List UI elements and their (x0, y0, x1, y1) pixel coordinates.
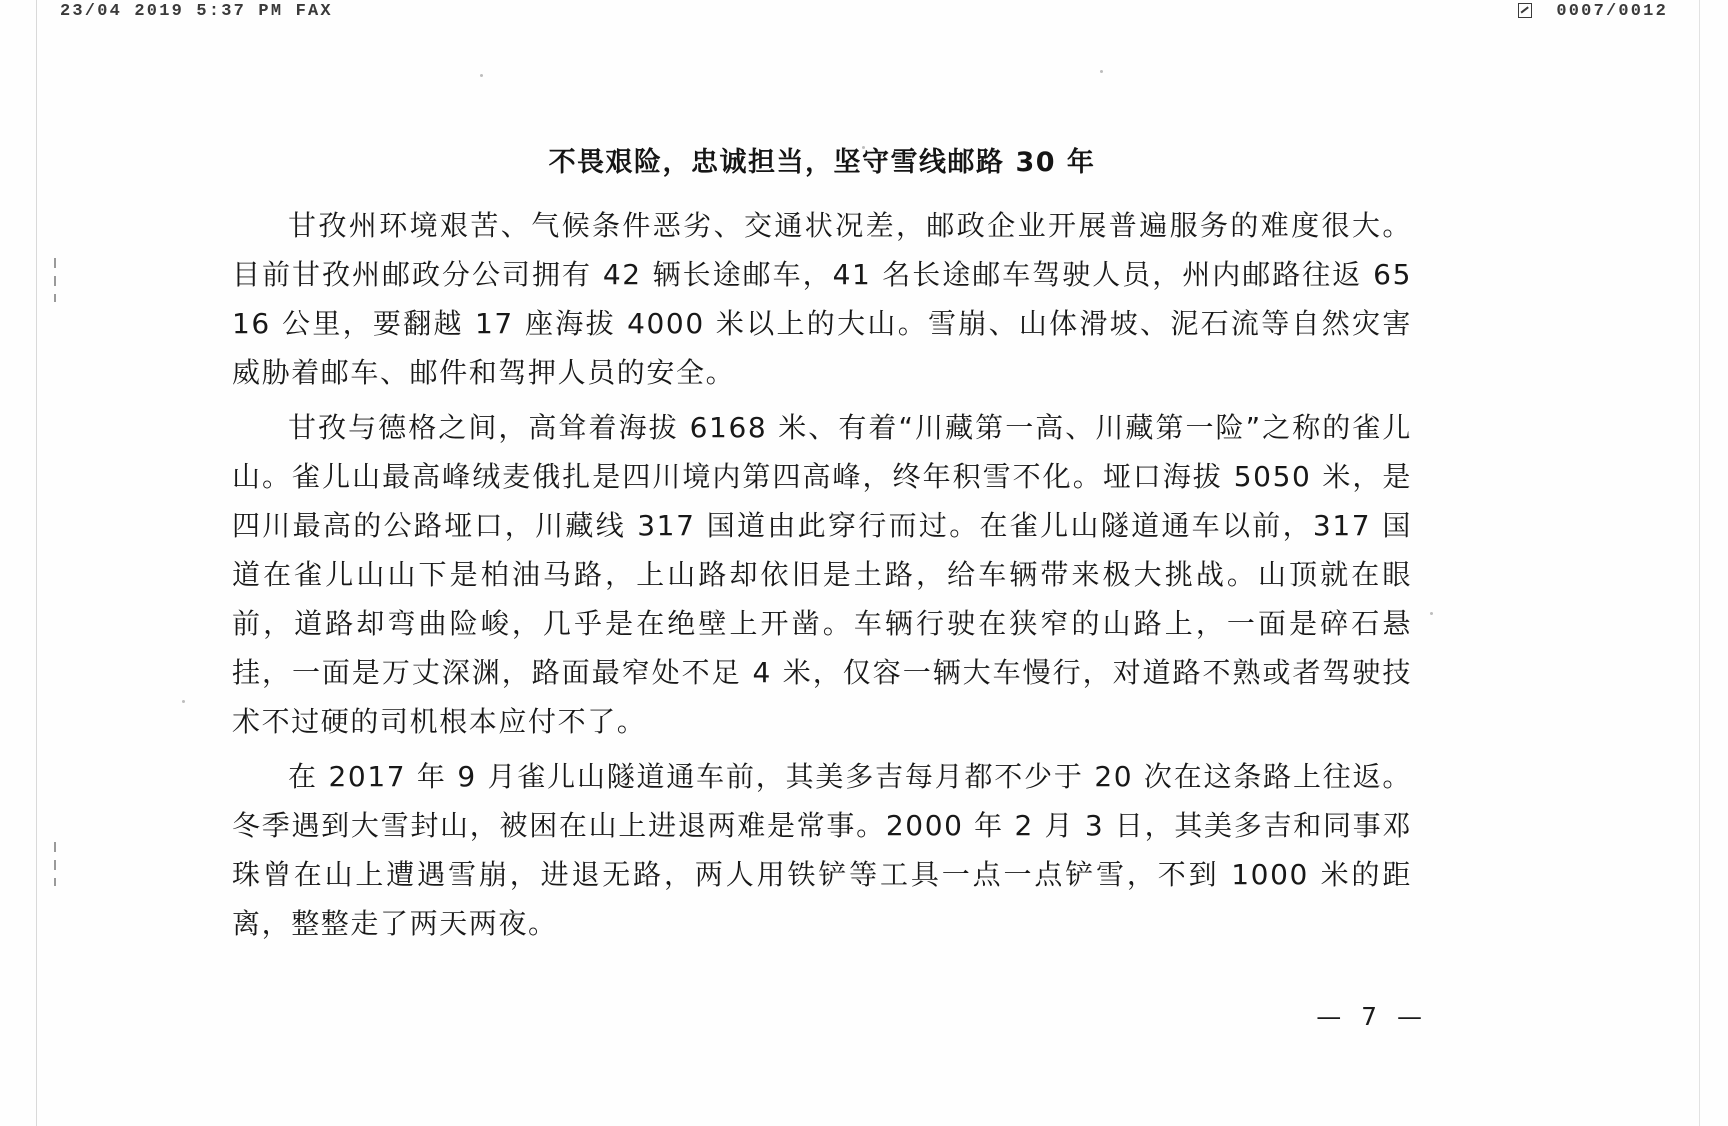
paragraph: 在 2017 年 9 月雀儿山隧道通车前，其美多吉每月都不少于 20 次在这条路上往返。冬季遇到大雪封山，被困在山上进退两难是常事。2000 年 2 月 3 日，其美多吉和同事邓珠曾在山上遭遇雪崩，进退无路，两人用铁铲等工具一点一点铲雪，不到 1000 米的距离，整整走了两天两夜。 (232, 760, 1412, 940)
scan-speck (182, 700, 185, 703)
scan-speck (480, 74, 483, 77)
scan-tickmark (54, 878, 56, 886)
scan-tickmark (54, 842, 56, 852)
scan-tickmark (54, 294, 56, 302)
document-title: 不畏艰险，忠诚担当，坚守雪线邮路 30 年 (548, 147, 1096, 178)
scan-edge-left (36, 0, 37, 1126)
fax-page-count: 0007/0012 (1556, 2, 1668, 21)
scan-tickmark (54, 276, 56, 286)
paragraph: 甘孜州环境艰苦、气候条件恶劣、交通状况差，邮政企业开展普遍服务的难度很大。目前甘孜州邮政分公司拥有 42 辆长途邮车，41 名长途邮车驾驶人员，州内邮路往返 6516 公里，要翻越 17 座海拔 4000 米以上的大山。雪崩、山体滑坡、泥石流等自然灾害威胁着邮车、邮件和驾押人员的安全。 (232, 209, 1412, 389)
document-body (232, 140, 1412, 954)
paragraph: 甘孜与德格之间，高耸着海拔 6168 米、有着“川藏第一高、川藏第一险”之称的雀儿山。雀儿山最高峰绒麦俄扎是四川境内第四高峰，终年积雪不化。垭口海拔 5050 米，是四川最高的公路垭口，川藏线 317 国道由此穿行而过。在雀儿山隧道通车以前，317 国道在雀儿山山下是柏油马路，上山路却依旧是土路，给车辆带来极大挑战。山顶就在眼前，道路却弯曲险峻，几乎是在绝壁上开凿。车辆行驶在狭窄的山路上，一面是碎石悬挂，一面是万丈深渊，路面最窄处不足 4 米，仅容一辆大车慢行，对道路不熟或者驾驶技术不过硬的司机根本应付不了。 (232, 411, 1412, 738)
fax-machine-icon (1518, 3, 1532, 18)
page-number: — 7 — (1316, 1002, 1428, 1031)
scan-speck (1100, 70, 1103, 73)
scan-tickmark (54, 860, 56, 870)
fax-header (0, 2, 1728, 26)
scan-tickmark (54, 258, 56, 268)
fax-timestamp: 23/04 2019 5:37 PM FAX (60, 2, 333, 21)
scan-speck (1430, 612, 1433, 615)
scan-edge-right (1699, 0, 1700, 1126)
